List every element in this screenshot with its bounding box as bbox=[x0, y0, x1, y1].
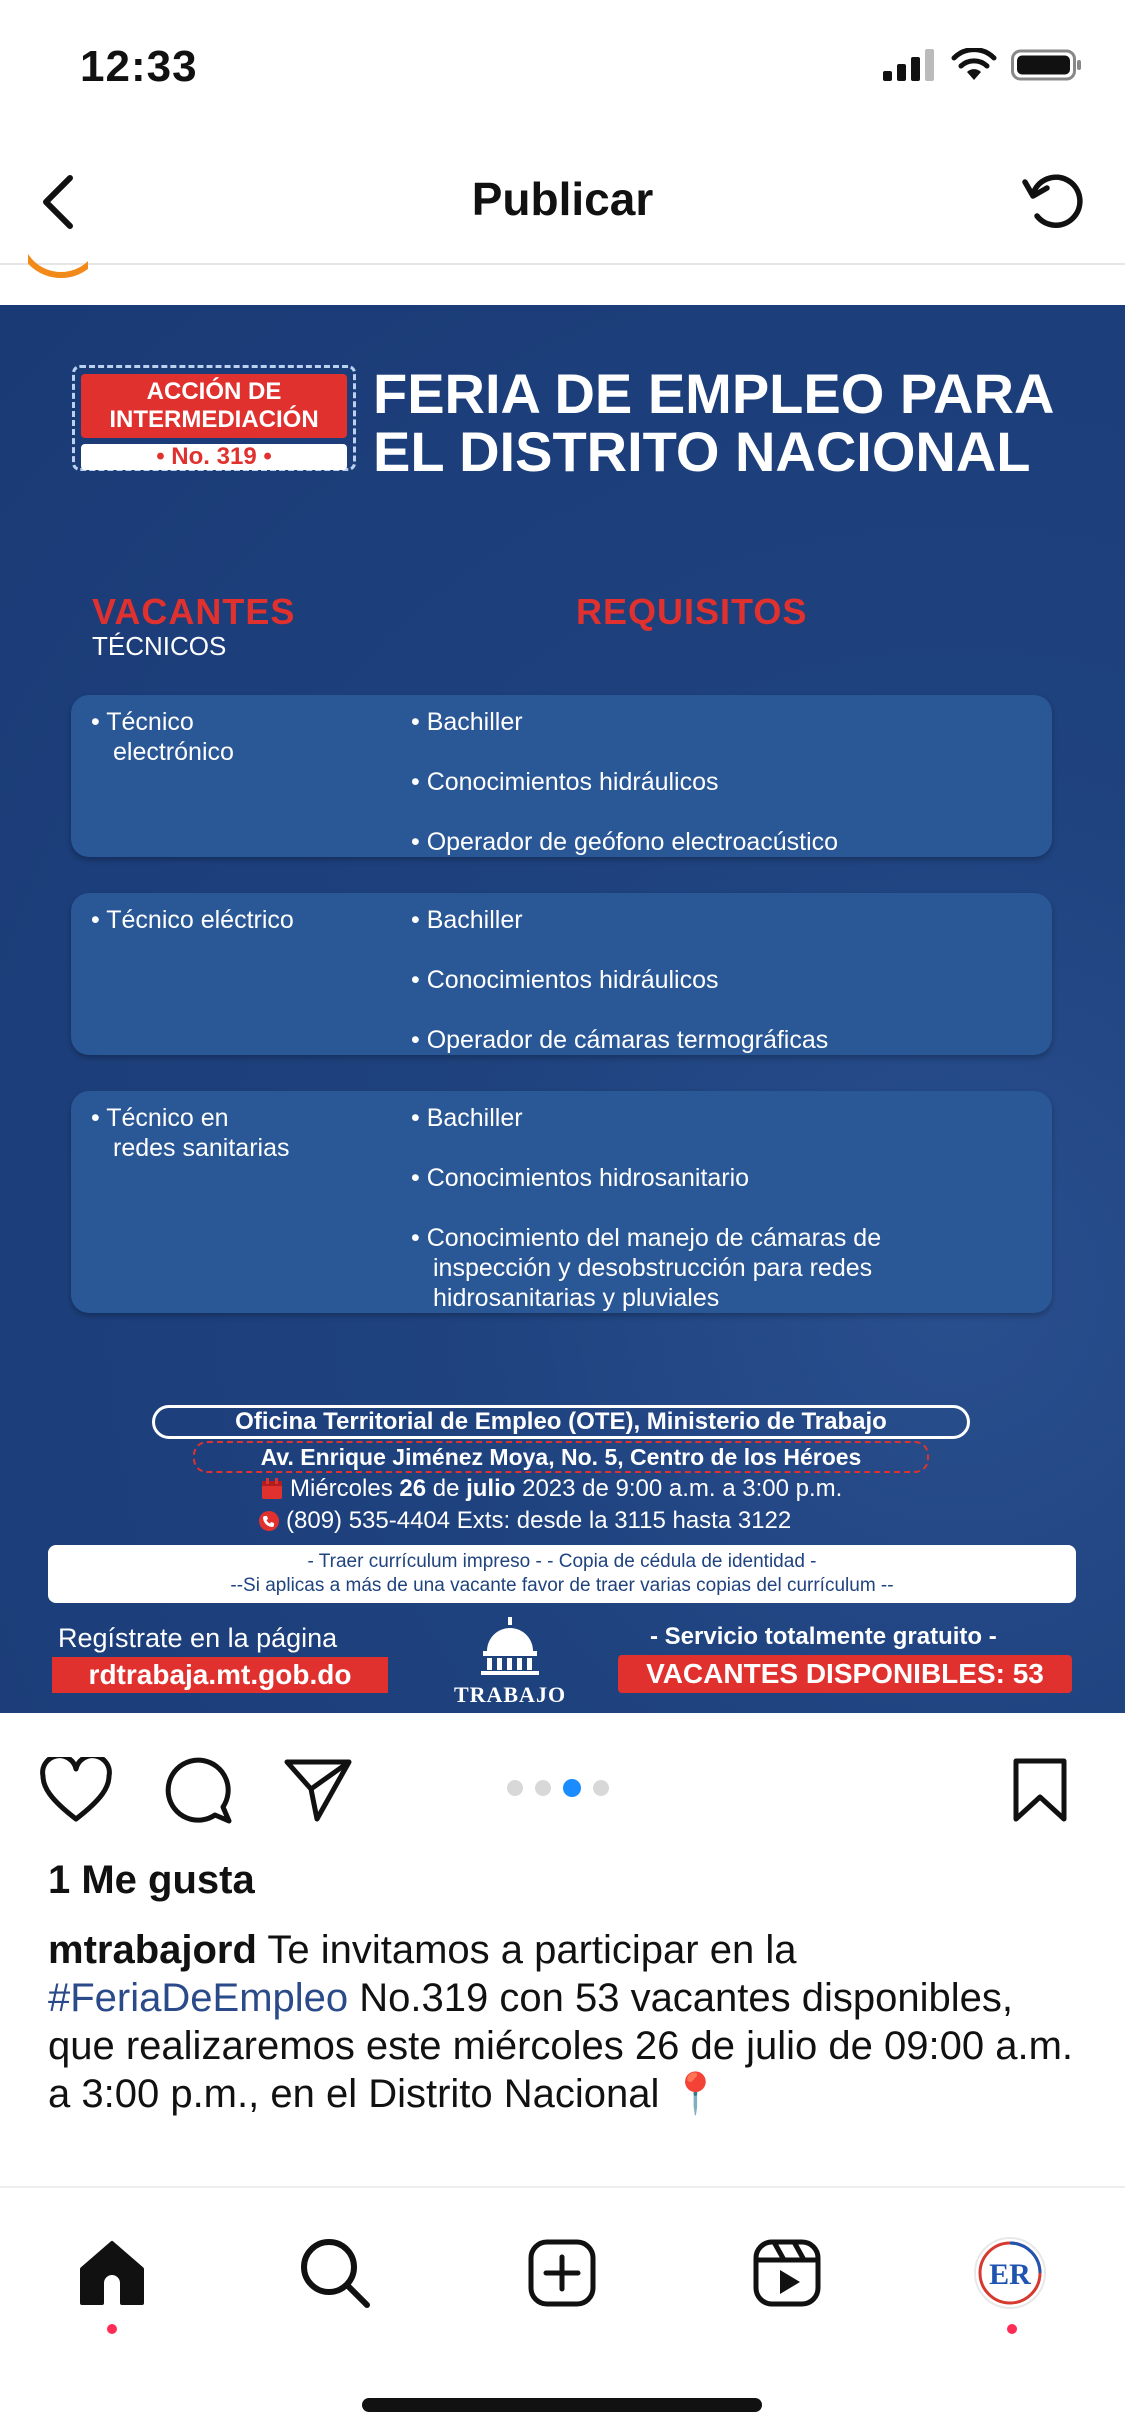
profile-avatar bbox=[972, 2235, 1048, 2311]
nav-header bbox=[0, 150, 1125, 265]
logo-text: TRABAJO bbox=[453, 1682, 567, 1707]
home-icon bbox=[76, 2239, 148, 2307]
carousel-dot bbox=[507, 1780, 523, 1796]
requirements-notes: - Traer currículum impreso - - Copia de cédula de identidad - --Si aplicas a más de una vacante favor de traer varias copias del currículum -- bbox=[48, 1545, 1076, 1603]
author-avatar[interactable] bbox=[28, 250, 88, 280]
ministry-logo bbox=[452, 1617, 568, 1707]
share-button[interactable] bbox=[278, 1750, 358, 1830]
save-button[interactable] bbox=[1000, 1750, 1080, 1830]
office-name: Oficina Territorial de Empleo (OTE), Ministerio de Trabajo bbox=[152, 1405, 970, 1439]
vacancy-title: • Técnico electrónico bbox=[91, 708, 234, 766]
vacantes-subheading: TÉCNICOS bbox=[92, 631, 227, 661]
poster-title-line2: EL DISTRITO NACIONAL bbox=[373, 420, 1031, 483]
carousel-indicator bbox=[507, 1780, 609, 1797]
cellular-signal-icon bbox=[883, 49, 937, 81]
tab-profile[interactable] bbox=[965, 2228, 1055, 2318]
vacantes-heading: VACANTES bbox=[92, 591, 296, 632]
caption-hashtag[interactable]: #FeriaDeEmpleo bbox=[48, 1976, 349, 2020]
intermediation-badge bbox=[72, 365, 356, 471]
refresh-icon bbox=[1019, 164, 1091, 236]
status-bar bbox=[0, 0, 1125, 140]
requirement-item: • Bachiller bbox=[411, 708, 523, 736]
event-phone: (809) 535-4404 Exts: desde la 3115 hasta 3122 bbox=[258, 1507, 791, 1535]
bookmark-icon bbox=[1012, 1757, 1068, 1823]
caption-text: No.319 con 53 vacantes disponibles, que realizaremos este miércoles 26 de julio de 09:00 a.m. a 3:00 p.m., en el Distrito Nacional 📍 bbox=[48, 1976, 1073, 2116]
battery-icon bbox=[1011, 48, 1083, 82]
comment-icon bbox=[163, 1755, 233, 1825]
poster-title bbox=[373, 362, 1093, 483]
tab-search[interactable] bbox=[290, 2228, 380, 2318]
phone-icon bbox=[258, 1510, 280, 1532]
vacancy-panel bbox=[71, 1091, 1052, 1313]
vacancies-available: VACANTES DISPONIBLES: 53 bbox=[618, 1655, 1072, 1693]
event-date: Miércoles 26 de julio 2023 de 9:00 a.m. a 3:00 p.m. bbox=[260, 1475, 842, 1503]
requirement-item: inspección y desobstrucción para redes bbox=[433, 1254, 873, 1282]
svg-text:ER: ER bbox=[989, 2258, 1031, 2291]
carousel-dot-active bbox=[563, 1779, 581, 1797]
plus-square-icon bbox=[527, 2238, 597, 2308]
office-address: Av. Enrique Jiménez Moya, No. 5, Centro de los Héroes bbox=[193, 1441, 929, 1473]
requirement-item: • Conocimientos hidráulicos bbox=[411, 768, 719, 796]
comment-button[interactable] bbox=[158, 1750, 238, 1830]
requirement-item: • Operador de cámaras termográficas bbox=[411, 1026, 829, 1054]
send-icon bbox=[283, 1757, 353, 1823]
status-icons bbox=[883, 48, 1083, 82]
requisitos-heading: REQUISITOS bbox=[576, 591, 808, 632]
requirement-item: • Conocimiento del manejo de cámaras de bbox=[411, 1224, 882, 1252]
home-notification-dot bbox=[107, 2324, 117, 2334]
profile-notification-dot bbox=[1007, 2324, 1017, 2334]
caption-text: Te invitamos a participar en la bbox=[256, 1928, 797, 1972]
carousel-dot bbox=[593, 1780, 609, 1796]
likes-count[interactable]: 1 Me gusta bbox=[48, 1858, 255, 1902]
carousel-dot bbox=[535, 1780, 551, 1796]
calendar-icon bbox=[260, 1477, 284, 1501]
register-label: Regístrate en la página bbox=[58, 1623, 338, 1653]
badge-line1: ACCIÓN DE bbox=[146, 378, 282, 405]
vacancy-panel bbox=[71, 695, 1052, 857]
tab-reels[interactable] bbox=[742, 2228, 832, 2318]
requirement-item: • Conocimientos hidráulicos bbox=[411, 966, 719, 994]
vacancy-panel bbox=[71, 893, 1052, 1055]
search-icon bbox=[299, 2237, 371, 2309]
refresh-button[interactable] bbox=[1015, 160, 1095, 240]
requirement-item: • Bachiller bbox=[411, 1104, 523, 1132]
register-url: rdtrabaja.mt.gob.do bbox=[52, 1657, 388, 1693]
badge-number: • No. 319 • bbox=[81, 444, 347, 470]
requirement-item: • Operador de geófono electroacústico bbox=[411, 828, 839, 856]
free-service-text: - Servicio totalmente gratuito - bbox=[650, 1623, 997, 1650]
heart-icon bbox=[40, 1757, 112, 1823]
post-caption bbox=[48, 1926, 1088, 2118]
page-title: Publicar bbox=[471, 173, 654, 225]
home-indicator bbox=[362, 2398, 762, 2412]
post-image[interactable] bbox=[0, 305, 1125, 1713]
post-actions bbox=[0, 1730, 1125, 1840]
requirement-item: hidrosanitarias y pluviales bbox=[433, 1284, 720, 1312]
vacancy-title: • Técnico en redes sanitarias bbox=[91, 1104, 290, 1162]
wifi-icon bbox=[951, 48, 997, 82]
reels-icon bbox=[752, 2238, 822, 2308]
government-dome-icon bbox=[475, 1617, 545, 1675]
tab-create[interactable] bbox=[517, 2228, 607, 2318]
poster-title-line1: FERIA DE EMPLEO PARA bbox=[373, 362, 1055, 425]
like-button[interactable] bbox=[36, 1750, 116, 1830]
tab-home[interactable] bbox=[67, 2228, 157, 2318]
status-time: 12:33 bbox=[80, 42, 198, 91]
vacancy-title: • Técnico eléctrico bbox=[91, 906, 294, 934]
badge-line2: INTERMEDIACIÓN bbox=[109, 406, 319, 433]
requirement-item: • Bachiller bbox=[411, 906, 523, 934]
caption-username[interactable]: mtrabajord bbox=[48, 1928, 257, 1972]
requirement-item: • Conocimientos hidrosanitario bbox=[411, 1164, 750, 1192]
